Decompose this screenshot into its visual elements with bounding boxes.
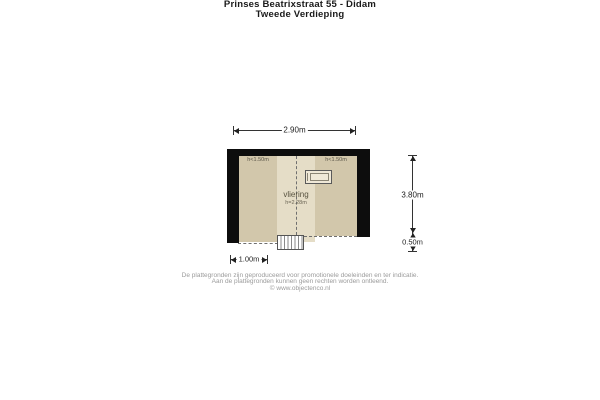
roof-window (305, 170, 332, 184)
low-headroom-label-right: h<1.50m (325, 157, 347, 163)
low-headroom-zone-right (315, 156, 357, 236)
dimension-right-value: 3.80m (401, 190, 424, 199)
title-block (0, 0, 600, 20)
copyright-line: © www.objectenco.nl (269, 284, 331, 292)
dimension-bottom-value: 1.00m (238, 254, 260, 264)
wall-right (357, 149, 370, 237)
arrow-left-icon (231, 257, 236, 263)
dimension-tick (267, 255, 268, 264)
dimension-offset-value: 0.50m (402, 237, 423, 247)
dimension-right-offset (402, 233, 423, 251)
arrow-up-icon (410, 156, 416, 161)
dimension-tick (355, 126, 356, 135)
arrow-right-icon (262, 257, 267, 263)
dimension-bottom-width (230, 255, 268, 264)
open-edge-dashed-left (238, 243, 278, 244)
footer-disclaimer (0, 273, 600, 292)
page-title: Prinses Beatrixstraat 55 - Didam (223, 0, 377, 10)
dimension-right-depth (401, 156, 424, 233)
wall-left (227, 149, 239, 243)
roof-window-inner-frame (310, 173, 329, 181)
disclaimer-line-1: De plattegronden zijn geproduceerd voor promotionele doeleinden en ter indicatie. (181, 272, 419, 279)
staircase (277, 235, 304, 250)
dimension-top-value: 2.90m (283, 125, 306, 135)
room-name-label: vliering (283, 190, 309, 199)
dimension-top-width (233, 126, 356, 135)
roof-window-hinge (307, 173, 308, 181)
wall-top (227, 149, 370, 156)
low-headroom-label-left: h<1.50m (247, 157, 269, 163)
dimension-tick (408, 251, 417, 252)
disclaimer-line-2: Aan de plattegronden kunnen geen rechten worden ontleend. (211, 278, 389, 286)
low-headroom-zone-left (239, 156, 277, 242)
arrow-left-icon (234, 128, 239, 134)
open-edge-dashed-right (304, 236, 357, 237)
room-height-label: h=2.28m (285, 200, 307, 206)
arrow-right-icon (350, 128, 355, 134)
page-subtitle: Tweede Verdieping (255, 9, 345, 20)
